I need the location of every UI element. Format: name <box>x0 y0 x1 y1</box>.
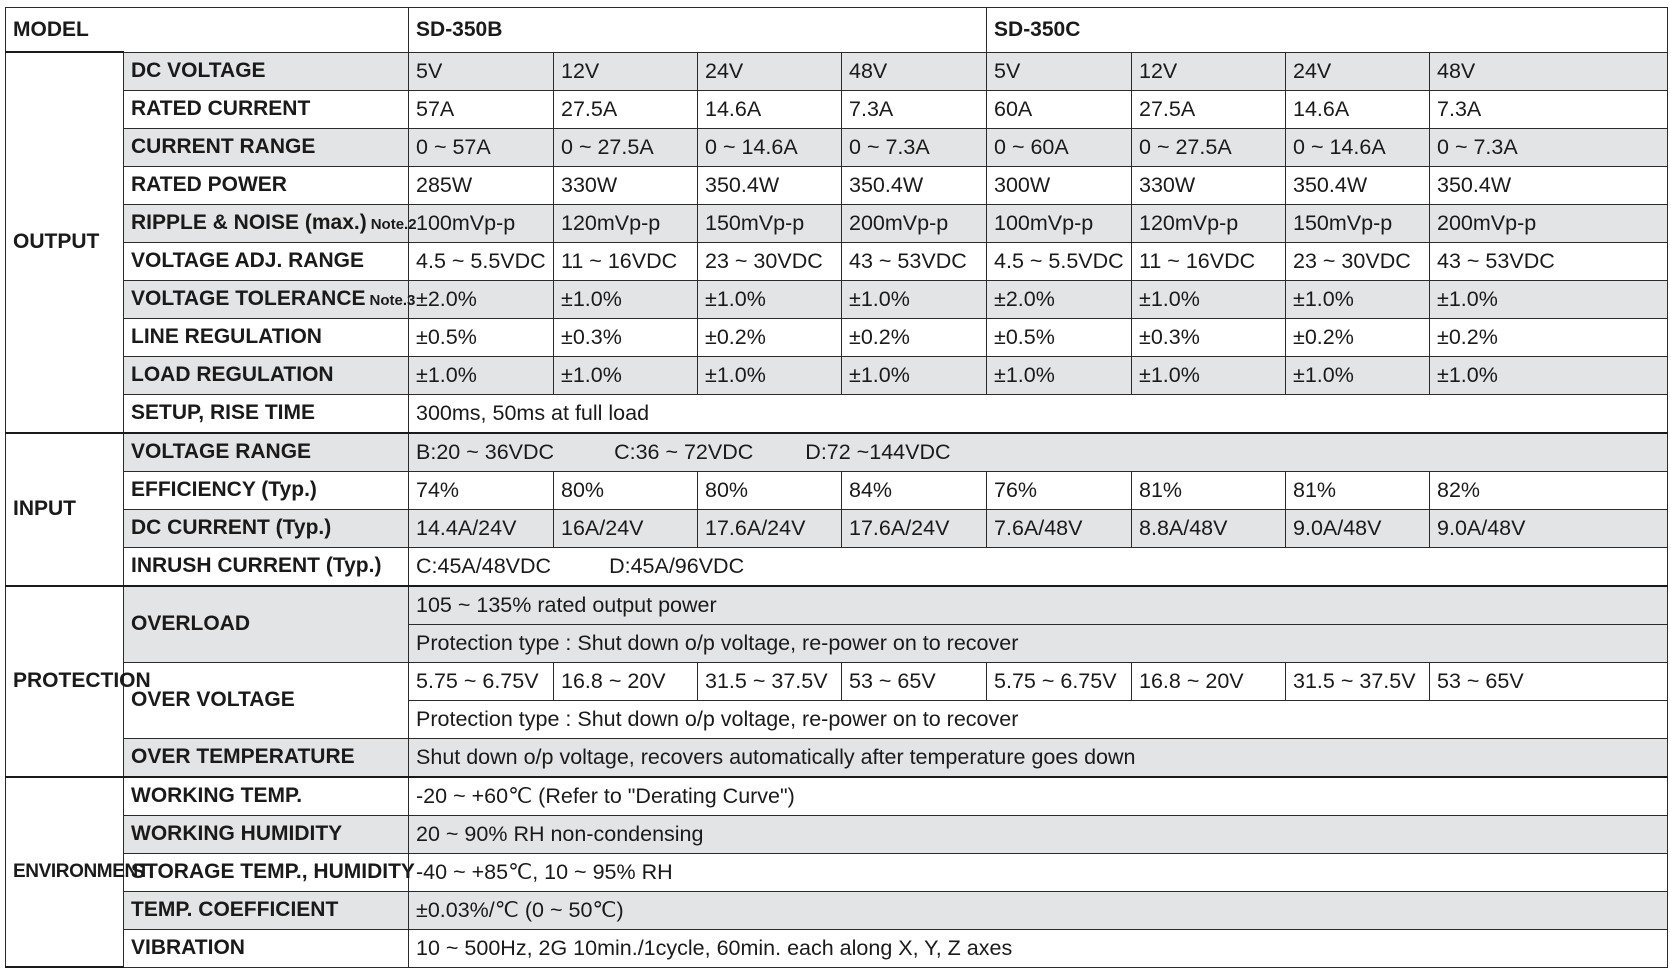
storage-value: -40 ~ +85℃, 10 ~ 95% RH <box>409 853 1668 891</box>
cell: 150mVp-p <box>1286 204 1430 242</box>
vrange-c: C:36 ~ 72VDC <box>614 439 754 464</box>
cell: 14.4A/24V <box>409 509 554 547</box>
cell: 4.5 ~ 5.5VDC <box>409 242 554 280</box>
cell: 9.0A/48V <box>1430 509 1668 547</box>
cell: 0 ~ 57A <box>409 128 554 166</box>
row-working-temp <box>6 777 1668 816</box>
cell: 31.5 ~ 37.5V <box>1286 662 1430 700</box>
cell: ±1.0% <box>1286 280 1430 318</box>
row-storage <box>6 853 1668 891</box>
cell: 330W <box>554 166 698 204</box>
row-overtemp <box>6 738 1668 777</box>
label-ripple-text: RIPPLE & NOISE (max.) <box>131 211 367 234</box>
row-dc-current <box>6 509 1668 547</box>
cell: 150mVp-p <box>698 204 842 242</box>
cell: 16.8 ~ 20V <box>1132 662 1286 700</box>
row-rated-power <box>6 166 1668 204</box>
row-ripple <box>6 204 1668 242</box>
label-inrush: INRUSH CURRENT (Typ.) <box>124 547 409 586</box>
label-vibration: VIBRATION <box>124 929 409 967</box>
cell: 57A <box>409 90 554 128</box>
label-efficiency: EFFICIENCY (Typ.) <box>124 471 409 509</box>
cell: 16A/24V <box>554 509 698 547</box>
cell: 350.4W <box>1286 166 1430 204</box>
row-current-range <box>6 128 1668 166</box>
cell: 0 ~ 14.6A <box>698 128 842 166</box>
cell: 17.6A/24V <box>842 509 987 547</box>
spec-table <box>5 7 1668 968</box>
row-vadj <box>6 242 1668 280</box>
cell: 5.75 ~ 6.75V <box>987 662 1132 700</box>
cell: 31.5 ~ 37.5V <box>698 662 842 700</box>
cell: ±0.2% <box>1430 318 1668 356</box>
row-vrange <box>6 433 1668 472</box>
row-temp-coeff <box>6 891 1668 929</box>
cell: ±1.0% <box>987 356 1132 394</box>
row-setup <box>6 394 1668 433</box>
cell: 300W <box>987 166 1132 204</box>
cell: 9.0A/48V <box>1286 509 1430 547</box>
label-vrange: VOLTAGE RANGE <box>124 433 409 472</box>
cell: 0 ~ 14.6A <box>1286 128 1430 166</box>
cell: 16.8 ~ 20V <box>554 662 698 700</box>
cell: 81% <box>1132 471 1286 509</box>
cell: 27.5A <box>554 90 698 128</box>
cell: 43 ~ 53VDC <box>1430 242 1668 280</box>
cell: ±0.2% <box>1286 318 1430 356</box>
cell: 100mVp-p <box>987 204 1132 242</box>
cell: ±1.0% <box>554 356 698 394</box>
cell: 43 ~ 53VDC <box>842 242 987 280</box>
cell: ±1.0% <box>554 280 698 318</box>
cell: ±0.2% <box>842 318 987 356</box>
cell: 23 ~ 30VDC <box>1286 242 1430 280</box>
working-temp-value: -20 ~ +60℃ (Refer to "Derating Curve") <box>409 777 1668 816</box>
label-storage: STORAGE TEMP., HUMIDITY <box>124 853 409 891</box>
cell: 27.5A <box>1132 90 1286 128</box>
cell: 8.8A/48V <box>1132 509 1286 547</box>
cell: 5V <box>409 52 554 90</box>
cell: 5.75 ~ 6.75V <box>409 662 554 700</box>
vrange-d: D:72 ~144VDC <box>805 439 951 464</box>
cell: ±1.0% <box>1430 356 1668 394</box>
cell: ±1.0% <box>409 356 554 394</box>
label-overload: OVERLOAD <box>124 586 409 663</box>
cell: 80% <box>698 471 842 509</box>
cell: 120mVp-p <box>1132 204 1286 242</box>
cell: 200mVp-p <box>842 204 987 242</box>
cell: ±0.5% <box>409 318 554 356</box>
cell: ±1.0% <box>842 356 987 394</box>
row-working-humidity <box>6 815 1668 853</box>
cell: 24V <box>698 52 842 90</box>
row-inrush <box>6 547 1668 586</box>
cell: 200mVp-p <box>1430 204 1668 242</box>
cell: ±2.0% <box>409 280 554 318</box>
cell: ±0.5% <box>987 318 1132 356</box>
label-rated-power: RATED POWER <box>124 166 409 204</box>
cell: 82% <box>1430 471 1668 509</box>
cell: 11 ~ 16VDC <box>554 242 698 280</box>
cell: 60A <box>987 90 1132 128</box>
cell: ±1.0% <box>698 280 842 318</box>
category-environment: ENVIRONMENT <box>6 777 124 968</box>
label-ripple <box>124 204 417 242</box>
cell: 7.3A <box>1430 90 1668 128</box>
cell: 23 ~ 30VDC <box>698 242 842 280</box>
cell: 0 ~ 27.5A <box>554 128 698 166</box>
row-overload-1 <box>6 586 1668 625</box>
cell: ±1.0% <box>1286 356 1430 394</box>
overvoltage-line2: Protection type : Shut down o/p voltage, re-power on to recover <box>409 700 1668 738</box>
row-efficiency <box>6 471 1668 509</box>
overtemp-value: Shut down o/p voltage, recovers automatically after temperature goes down <box>409 738 1668 777</box>
cell: 53 ~ 65V <box>1430 662 1668 700</box>
category-input: INPUT <box>6 433 124 586</box>
inrush-d: D:45A/96VDC <box>609 553 745 578</box>
cell: 7.3A <box>842 90 987 128</box>
cell: 48V <box>842 52 987 90</box>
cell: ±1.0% <box>698 356 842 394</box>
cell: 100mVp-p <box>409 204 554 242</box>
label-working-temp: WORKING TEMP. <box>124 777 409 816</box>
cell: 12V <box>1132 52 1286 90</box>
vrange-b: B:20 ~ 36VDC <box>416 439 555 464</box>
model-row <box>6 8 1668 53</box>
cell: ±1.0% <box>1430 280 1668 318</box>
overload-line1: 105 ~ 135% rated output power <box>409 586 1668 625</box>
cell: ±0.3% <box>1132 318 1286 356</box>
label-dc-current: DC CURRENT (Typ.) <box>124 509 409 547</box>
cell: 80% <box>554 471 698 509</box>
cell: 53 ~ 65V <box>842 662 987 700</box>
cell: 48V <box>1430 52 1668 90</box>
cell: ±1.0% <box>842 280 987 318</box>
cell: 17.6A/24V <box>698 509 842 547</box>
working-humidity-value: 20 ~ 90% RH non-condensing <box>409 815 1668 853</box>
inrush-c: C:45A/48VDC <box>416 553 552 578</box>
cell: 0 ~ 27.5A <box>1132 128 1286 166</box>
label-rated-current: RATED CURRENT <box>124 90 409 128</box>
label-vadj: VOLTAGE ADJ. RANGE <box>124 242 409 280</box>
cell: 11 ~ 16VDC <box>1132 242 1286 280</box>
cell: 285W <box>409 166 554 204</box>
label-vtol <box>124 280 416 318</box>
cell: ±1.0% <box>1132 280 1286 318</box>
cell: 81% <box>1286 471 1430 509</box>
category-output: OUTPUT <box>6 52 124 433</box>
model-sd350c: SD-350C <box>987 8 1668 53</box>
cell: ±0.3% <box>554 318 698 356</box>
label-overvoltage: OVER VOLTAGE <box>124 662 409 738</box>
category-protection: PROTECTION <box>6 586 124 777</box>
cell: ±1.0% <box>1132 356 1286 394</box>
note-2: Note.2 <box>370 216 417 233</box>
cell: 24V <box>1286 52 1430 90</box>
row-load-reg <box>6 356 1668 394</box>
cell: 76% <box>987 471 1132 509</box>
label-current-range: CURRENT RANGE <box>124 128 409 166</box>
setup-value: 300ms, 50ms at full load <box>409 394 1668 433</box>
inrush-value <box>409 547 1668 586</box>
overload-line2: Protection type : Shut down o/p voltage, re-power on to recover <box>409 624 1668 662</box>
model-label: MODEL <box>6 8 409 53</box>
cell: 74% <box>409 471 554 509</box>
cell: 7.6A/48V <box>987 509 1132 547</box>
cell: 5V <box>987 52 1132 90</box>
label-working-humidity: WORKING HUMIDITY <box>124 815 409 853</box>
cell: 330W <box>1132 166 1286 204</box>
cell: 12V <box>554 52 698 90</box>
label-temp-coeff: TEMP. COEFFICIENT <box>124 891 409 929</box>
vibration-value: 10 ~ 500Hz, 2G 10min./1cycle, 60min. each along X, Y, Z axes <box>409 929 1668 967</box>
label-vtol-text: VOLTAGE TOLERANCE <box>131 287 366 310</box>
cell: ±2.0% <box>987 280 1132 318</box>
label-dc-voltage: DC VOLTAGE <box>124 52 409 90</box>
cell: ±0.2% <box>698 318 842 356</box>
cell: 14.6A <box>1286 90 1430 128</box>
model-sd350b: SD-350B <box>409 8 987 53</box>
cell: 350.4W <box>698 166 842 204</box>
cell: 350.4W <box>1430 166 1668 204</box>
row-vtol <box>6 280 1668 318</box>
cell: 14.6A <box>698 90 842 128</box>
row-overvoltage-1 <box>6 662 1668 700</box>
row-dc-voltage <box>6 52 1668 90</box>
note-3: Note.3 <box>369 292 416 309</box>
label-overtemp: OVER TEMPERATURE <box>124 738 409 777</box>
cell: 350.4W <box>842 166 987 204</box>
cell: 0 ~ 60A <box>987 128 1132 166</box>
cell: 0 ~ 7.3A <box>842 128 987 166</box>
label-line-reg: LINE REGULATION <box>124 318 409 356</box>
cell: 84% <box>842 471 987 509</box>
cell: 0 ~ 7.3A <box>1430 128 1668 166</box>
label-load-reg: LOAD REGULATION <box>124 356 409 394</box>
row-vibration <box>6 929 1668 967</box>
row-line-reg <box>6 318 1668 356</box>
row-rated-current <box>6 90 1668 128</box>
cell: 4.5 ~ 5.5VDC <box>987 242 1132 280</box>
temp-coeff-value: ±0.03%/℃ (0 ~ 50℃) <box>409 891 1668 929</box>
cell: 120mVp-p <box>554 204 698 242</box>
vrange-value <box>409 433 1668 472</box>
label-setup: SETUP, RISE TIME <box>124 394 409 433</box>
